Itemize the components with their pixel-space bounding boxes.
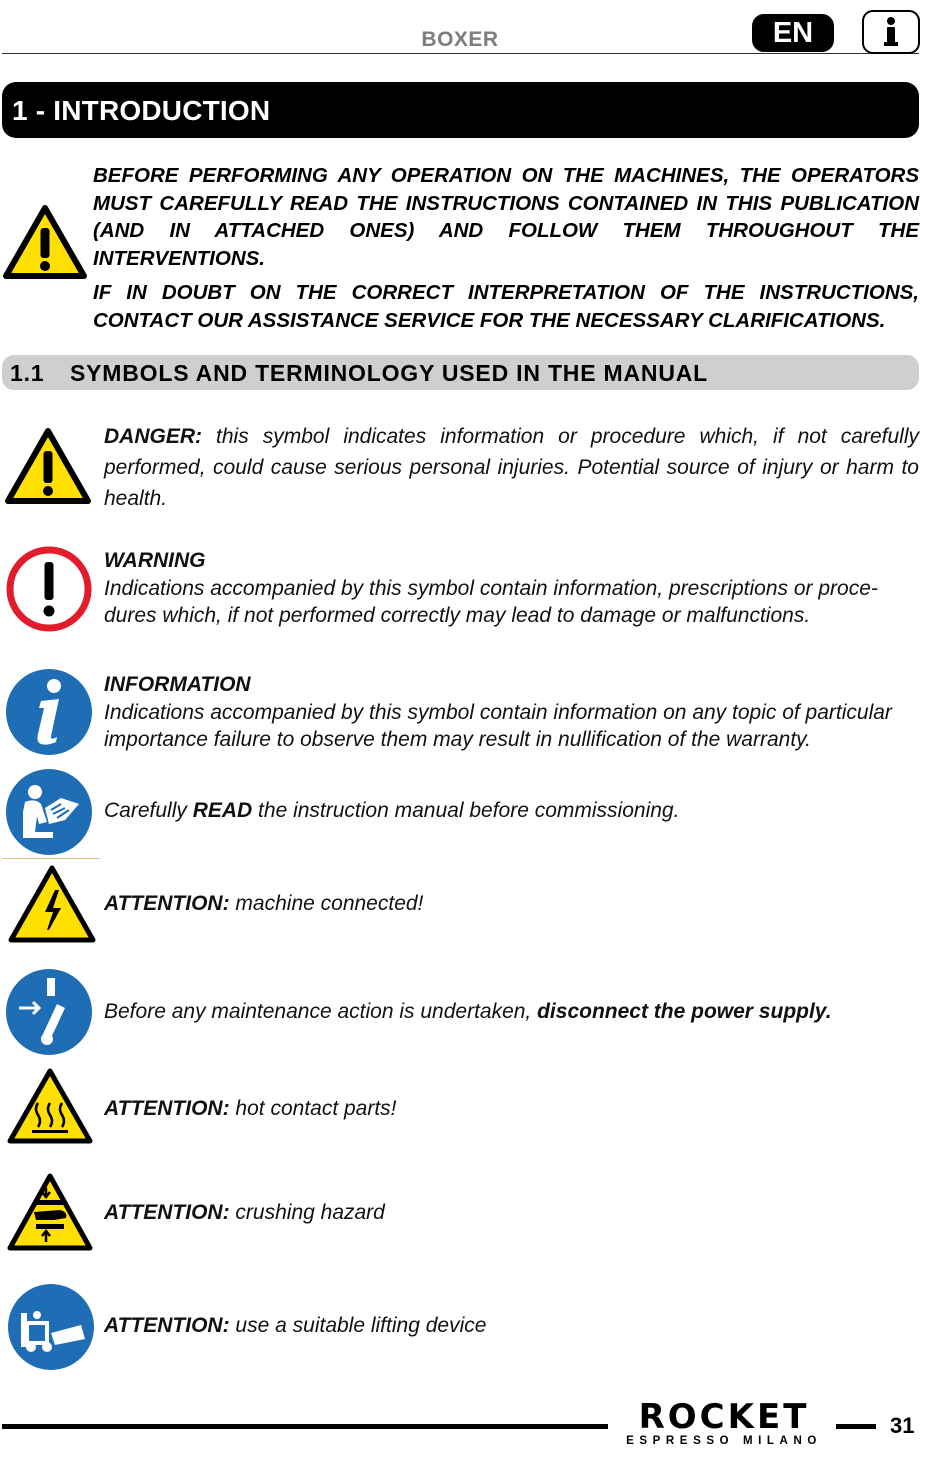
read-manual-icon xyxy=(5,768,93,856)
separator-line xyxy=(2,858,100,859)
danger-description xyxy=(104,421,919,514)
lifting-text: use a suitable lifting device xyxy=(229,1314,487,1337)
disconnect-power-icon xyxy=(5,968,93,1056)
read-text-after: the instruction manual before commissioning. xyxy=(252,799,680,822)
disconnect-text-before: Before any maintenance action is undertaken, xyxy=(104,1000,538,1023)
information-icon xyxy=(5,668,93,756)
intro-paragraph-2: IF IN DOUBT ON THE CORRECT INTERPRETATION OF THE INSTRUCTIONS, CONTACT OUR ASSISTANCE SERVICE FOR THE NECESSARY CLARIFICATIONS. xyxy=(93,281,919,332)
read-text-bold: READ xyxy=(192,799,253,822)
disconnect-text-bold: disconnect the power supply. xyxy=(537,1000,832,1023)
lifting-device-icon xyxy=(7,1283,95,1371)
warning-label: WARNING xyxy=(104,549,206,572)
electric-hazard-icon xyxy=(7,864,97,944)
footer-rule-right xyxy=(836,1424,876,1429)
section-heading: 1 - INTRODUCTION xyxy=(2,82,919,138)
page-number: 31 xyxy=(890,1413,915,1438)
intro-paragraph-1: BEFORE PERFORMING ANY OPERATION ON THE MACHINES, THE OPERATORS MUST CAREFULLY READ THE INSTRUCTIONS CONTAINED IN THIS PUBLICATION (AND IN ATTACHED ONES) AND FOLLOW THEM THROUGHOUT THE INTERVENTIONS. xyxy=(93,164,919,270)
info-badge xyxy=(862,10,920,54)
brand-tagline: ESPRESSO MILANO xyxy=(626,1435,822,1447)
danger-label: DANGER: xyxy=(104,425,202,448)
lifting-description xyxy=(104,1313,919,1339)
header-rule xyxy=(2,53,919,54)
information-label: INFORMATION xyxy=(104,673,251,696)
electric-text: machine connected! xyxy=(229,892,424,915)
brand-name: ROCKET xyxy=(638,1397,810,1437)
crushing-hazard-icon xyxy=(6,1172,94,1252)
brand-logo xyxy=(614,1397,834,1448)
crushing-description xyxy=(104,1200,919,1226)
intro-notice xyxy=(93,162,919,334)
hot-surface-icon xyxy=(6,1067,94,1145)
hot-text: hot contact parts! xyxy=(229,1097,397,1120)
info-i-icon xyxy=(864,12,918,52)
warning-description xyxy=(104,547,919,630)
document-title: BOXER xyxy=(421,28,499,51)
subsection-title: SYMBOLS AND TERMINOLOGY USED IN THE MANUAL xyxy=(70,360,709,386)
subsection-number: 1.1 xyxy=(10,360,45,386)
information-description xyxy=(104,671,919,754)
crushing-text: crushing hazard xyxy=(229,1201,385,1224)
subsection-heading xyxy=(2,355,919,390)
language-badge: EN xyxy=(752,14,834,52)
electric-label: ATTENTION: xyxy=(104,892,230,915)
read-description xyxy=(104,798,919,824)
disconnect-description xyxy=(104,999,919,1025)
danger-text: this symbol indicates information or procedure which, if not carefully performed, could cause serious personal injuries. Potential source of injury or harm to health. xyxy=(104,425,919,510)
hot-description xyxy=(104,1096,919,1122)
warning-circle-icon xyxy=(5,545,93,633)
information-text: Indications accompanied by this symbol contain information on any topic of particular importance failure to observe them may result in nullification of the warranty. xyxy=(104,700,892,751)
crushing-label: ATTENTION: xyxy=(104,1201,230,1224)
lifting-label: ATTENTION: xyxy=(104,1314,230,1337)
warning-text: Indications accompanied by this symbol contain information, prescriptions or proce-dures which, if not performed correctly may lead to damage or malfunctions. xyxy=(104,576,878,627)
read-text-before: Carefully xyxy=(104,799,193,822)
warning-triangle-icon xyxy=(2,204,88,280)
footer-rule-left xyxy=(2,1424,608,1429)
danger-triangle-icon xyxy=(4,427,92,505)
hot-label: ATTENTION: xyxy=(104,1097,230,1120)
electric-description xyxy=(104,891,919,917)
